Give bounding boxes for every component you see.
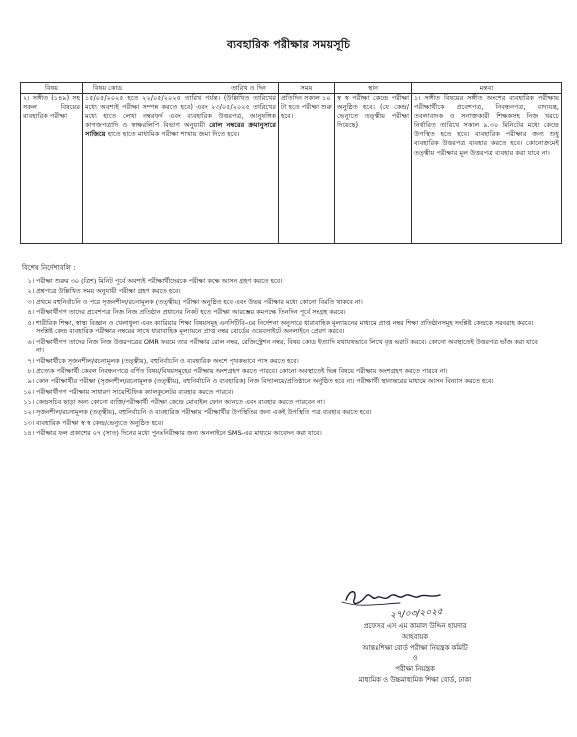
signatory-board: মাধ্যমিক ও উচ্চমাধ্যমিক শিক্ষা বোর্ড, ঢাকা [358,675,472,684]
note-text: পরীক্ষার্থীগণ তাদের নিজ নিজ উত্তরপত্রের OMR ফরমে তার পরীক্ষার রোল নম্বর, রেজিস্ট্রেশন নম্বর, বিষয় কোড ইত্যাদি যথাযথভাবে লিখে বৃত্ত ভরাট করবে। কোনো অবস্থাতেই উত্তরপত্র ভাঁজ করা যাবে না। [36,337,538,355]
note-number: ১১। [23,398,34,407]
note-text: পরীক্ষা শুরুর ৩০ (ত্রিশ) মিনিট পূর্বে অবশ্যই পরীক্ষার্থীদেরকে পরীক্ষা কক্ষে আসন গ্রহণ করতে হবে। [36,277,283,285]
note-item [20,429,540,438]
signatory-committee: আন্তঃশিক্ষা বোর্ড পরীক্ষা নিয়ন্ত্রক কমিটি [362,643,468,652]
note-text: শারীরিক শিক্ষা, স্বাস্থ্য বিজ্ঞান ও খেলাধুলা এবং ক্যারিয়ার শিক্ষা বিষয়সমূহ এনসিটিবি-এর নির্দেশনা অনুসারে ধারাবাহিক মূল্যায়নের মাধ্যমে প্রাপ্ত নম্বর শিক্ষা প্রতিষ্ঠানসমূহ সংশ্লিষ্ট কেন্দ্রকে সরবরাহ করবে। সংশ্লিষ্ট কেন্দ্র ব্যবহারিক পরীক্ষার নম্বরের সাথে ধারাবাহিক মূল্যায়নে প্রাপ্ত নম্বর বোর্ডের ওয়েবসাইটে অনলাইনে প্রেরণ করবে। [36,318,534,336]
note-text: ব্যবহারিক পরীক্ষা স্ব স্ব কেন্দ্র/ভেন্যুতে অনুষ্ঠিত হবে। [36,418,164,427]
signature-date: ২৭/০৩/২০২৫ [389,607,444,621]
note-text: প্রশ্নপত্রে উল্লিখিত সময় অনুযায়ী পরীক্ষা গ্রহণ করতে হবে। [36,287,181,296]
signatory-and: ও [412,654,418,663]
cell-date [83,94,279,244]
note-number: ৯। [27,377,34,386]
cell-time: প্রতিদিন সকাল ১০ টা হতে পরীক্ষা শুরু হবে। [279,94,335,244]
cell-subject: ২। সঙ্গীত (১৪৯) সহ সকল বিষয়ের ব্যবহারিক পরীক্ষা [21,94,83,244]
note-item [20,338,540,355]
signatory-role2: পরীক্ষা নিয়ন্ত্রক [395,665,435,674]
note-item [20,388,540,397]
note-number: ১০। [23,387,34,396]
note-item [20,367,540,376]
note-text: কোন পরীক্ষার্থীর পরীক্ষা (সৃজনশীল/রচনামূলক (তত্ত্বীয়), বহুনির্বাচনি ও ব্যবহারিক) নিজ বিদ্যালয়ে/প্রতিষ্ঠানে অনুষ্ঠিত হবে না। পরীক্ষার্থী স্থানান্তরের মাধ্যমে আসন বিন্যাস করতে হবে। [36,377,494,386]
signatory-role: আহবায়ক [401,632,428,641]
note-number: ১২। [23,408,34,417]
cell-date-text: ১৫/০৫/২০২৫ হতে ২২/০৫/২০২৫ তারিখ পর্যন্ত। (উল্লিখিত তারিখের মধ্যে অবশ্যই পরীক্ষা সম্পন্ন করতে হবে) এবং ২৩/০৫/২০২৫ তারিখের মধ্যে হাতে লেখা নম্বরফর্দ এবং ব্যবহারিক উত্তরপত্র, আনুষঙ্গিক কাগজপত্রাদি ও স্বাক্ষরলিপি বিভাগ অনুযায়ী [85,94,276,130]
note-number: ১৪। [23,429,34,438]
note-item [20,277,540,286]
cell-date-tail: হাতে হাতে মাধ্যমিক পরীক্ষা শাখায় জমা দিতে হবে। [107,130,240,139]
note-number: ১। [27,277,34,285]
note-text: প্রত্যেক পরীক্ষার্থী কেবল নিবন্ধনপত্রে বর্ণিত বিষয়/বিষয়সমূহের পরীক্ষায় অংশগ্রহণ করতে পারবে। কোনো অবস্থাতেই ভিন্ন বিষয়ে পরীক্ষায় অংশগ্রহণ করতে পারবে না। [36,366,448,375]
note-number: ৪। [27,308,34,317]
note-number: ৭। [27,356,34,365]
cell-place: স্ব স্ব পরীক্ষা কেন্দ্রে পরীক্ষা অনুষ্ঠিত হবে। (যে কেন্দ্র/ ভেন্যুতে তত্ত্বীয় পরীক্ষা দিয়েছে) [335,94,412,244]
note-number: ৮। [27,366,34,375]
note-text: প্রথমে বহুনির্বাচনি ও পরে সৃজনশীল/রচনামূলক (তত্ত্বীয়) পরীক্ষা অনুষ্ঠিত হবে এবং উভয় পরীক্ষার মধ্যে কোনো বিরতি থাকবে না। [36,297,363,306]
note-text: পরীক্ষার্থীগণ পরীক্ষায় সাধারণ সায়েন্টিফিক ক্যালকুলেটর ব্যবহার করতে পারবে। [36,387,234,396]
header-place: স্থান [335,83,412,94]
note-text: সৃজনশীল/রচনামূলক (তত্ত্বীয়), বহুনির্বাচনি ও ব্যবহারিক পরীক্ষায় পরীক্ষার্থীর উপস্থিতির জন্য একই উপস্থিতি পত্র ব্যবহার করতে হবে। [36,408,372,417]
header-code-date [83,83,279,94]
note-item [20,308,540,317]
notes-list [20,277,540,440]
note-text: পরীক্ষার্থীগণ তাদের প্রবেশপত্র নিজ নিজ প্রতিষ্ঠান প্রধানের নিকট হতে পরীক্ষা আরম্ভের কমপক্ষে তিনদিন পূর্বে সংগ্রহ করবে। [36,308,346,317]
note-number: ৩। [27,297,34,306]
note-text: পরীক্ষার্থীকে সৃজনশীল/রচনামূলক (তত্ত্বীয়), বহুনির্বাচনি ও ব্যবহারিক অংশে পৃথকভাবে পাস করতে হবে। [36,356,299,365]
cell-remarks: ১। সঙ্গীত বিষয়ের সঙ্গীত অংশের ব্যবহারিক পরীক্ষায় পরীক্ষার্থীকে প্রবেশপত্র, নিবন্ধনপত্র, বাদ্যযন্ত্র, তবলাবাদক ও সনাক্তকারী শিক্ষকসহ নিজ খরচে নির্ধারিত তারিখে সকাল ৯.৩০ মিনিটের মধ্যে কেন্দ্রে উপস্থিত হতে হবে। ব্যবহারিক পরীক্ষার জন্য শুধু ব্যবহারিক উত্তরপত্র ব্যবহার করতে হবে। কোনোক্রমেই তত্ত্বীয় পরীক্ষার মূল উত্তরপত্র ব্যবহার করা যাবে না। [412,94,562,244]
header-subject: বিষয় [21,83,83,94]
table-header-row [21,83,562,94]
note-item [20,287,540,296]
cell-date-bold: রোল নম্বরের ক্রমানুসারে সাজিয়ে [85,121,276,139]
note-item [20,408,540,417]
note-item [20,377,540,386]
notes-title: বিশেষ নির্দেশাবলি : [22,264,76,272]
note-item [20,419,540,428]
signatory-block [300,621,530,686]
note-item [20,298,540,307]
note-item [20,398,540,407]
page-title: ব্যবহারিক পরীক্ষার সময়সূচি [226,38,351,51]
table-row [21,94,562,244]
note-text: পরীক্ষার ফল প্রকাশের ০৭ (সাত) দিনের মধ্যে পুনঃনিরীক্ষার জন্য অনলাইনে SMS-এর মাধ্যমে আবেদন করা যাবে। [36,429,322,438]
note-item [20,357,540,366]
signatory-name: প্রফেসর এস এম কামাল উদ্দিন হায়দার [363,622,467,630]
header-date: তারিখ ও দিন [230,84,266,92]
note-item [20,319,540,336]
note-number: ১৩। [23,418,34,427]
note-number: ৬। [27,337,34,346]
header-code: বিষয় কোড [93,84,123,92]
note-number: ২। [27,287,34,296]
header-remarks: মন্তব্য [412,83,562,94]
note-number: ৫। [27,318,34,327]
header-time: সময় [279,83,335,94]
note-text: কেন্দ্রসচিব ছাড়া অন্য কোনো ব্যক্তি/পরীক্ষার্থী পরীক্ষা কেন্দ্রে মোবাইল ফোন আনতে এবং ব্যবহার করতে পারবেন না। [36,398,325,407]
schedule-table [20,82,562,244]
